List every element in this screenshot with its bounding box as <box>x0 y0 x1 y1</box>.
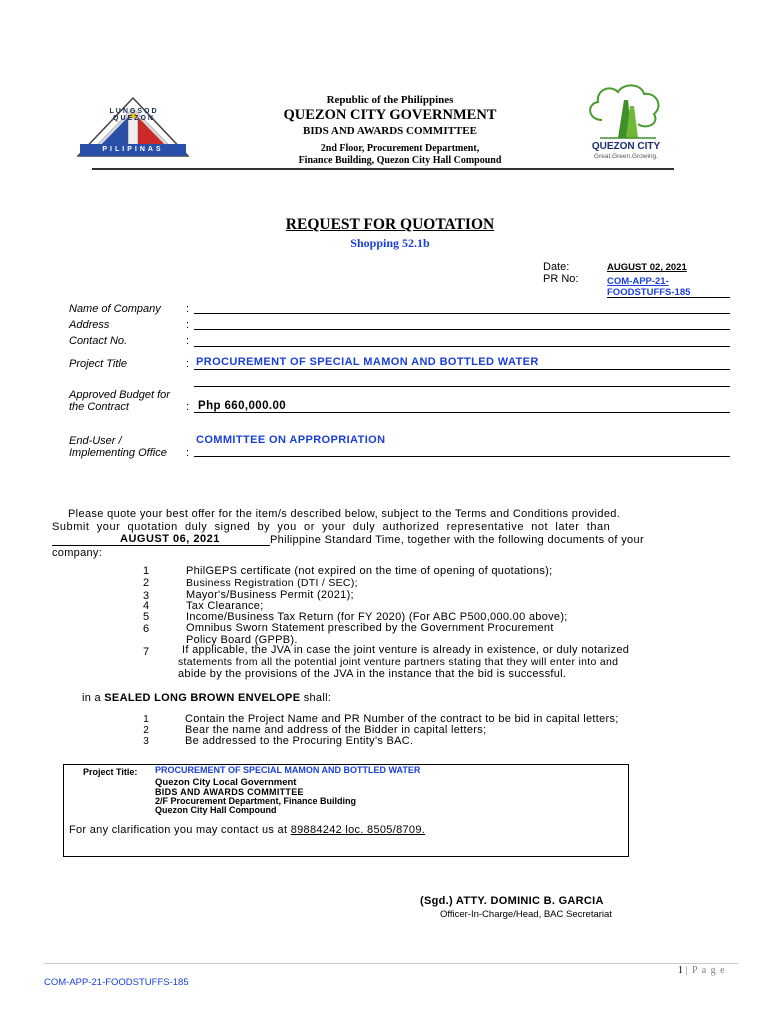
address-colon: : <box>186 319 190 331</box>
signature-position: Officer-In-Charge/Head, BAC Secretariat <box>440 909 612 920</box>
doc-num: 3 <box>142 590 150 602</box>
doc-num: 7 <box>142 646 150 658</box>
deadline-underline <box>52 545 270 546</box>
company-label: Name of Company <box>69 303 161 315</box>
instructions-line1: Please quote your best offer for the item/s described below, subject to the Terms and Conditions provided. <box>68 508 621 520</box>
contact-colon: : <box>186 335 190 347</box>
box-project-value: PROCUREMENT OF SPECIAL MAMON AND BOTTLED WATER <box>155 765 421 775</box>
envelope-intro-suffix: shall: <box>303 692 332 704</box>
company-colon: : <box>186 303 190 315</box>
doc-text: Policy Board (GPPB). <box>186 634 298 646</box>
envelope-intro-bold: SEALED LONG BROWN ENVELOPE <box>104 692 301 704</box>
budget-label-line2: the Contract <box>69 401 129 413</box>
pr-value-line2: FOODSTUFFS-185 <box>607 287 691 298</box>
doc-num: 5 <box>142 611 150 623</box>
company-field[interactable] <box>194 313 730 314</box>
instructions-line2: Submit your quotation duly signed by you or your duly authorized representative not later than <box>52 521 611 533</box>
box-project-label: Project Title: <box>83 767 138 777</box>
contact-label: Contact No. <box>69 335 128 347</box>
project-underline-2 <box>194 386 730 387</box>
footer-page-number <box>678 965 726 976</box>
instructions-line4: company: <box>52 547 103 559</box>
footer-divider <box>44 963 738 964</box>
envelope-intro <box>82 692 331 704</box>
box-contact-prefix: For any clarification you may contact us at <box>69 824 288 836</box>
qc-logo <box>580 80 672 162</box>
enduser-label-line1: End-User / <box>69 435 122 447</box>
budget-colon: : <box>186 401 190 413</box>
doc-text: Income/Business Tax Return (for FY 2020) (For ABC P500,000.00 above); <box>186 611 568 623</box>
envelope-num: 1 <box>143 714 149 725</box>
box-address-line3: 2/F Procurement Department, Finance Building <box>155 796 357 806</box>
header-address-line1: 2nd Floor, Procurement Department, <box>320 143 480 154</box>
box-contact <box>69 824 425 836</box>
logo-name: QUEZON CITY <box>591 141 661 152</box>
deadline-value: AUGUST 06, 2021 <box>120 533 220 545</box>
date-value: AUGUST 02, 2021 <box>607 262 687 273</box>
enduser-underline <box>194 456 730 457</box>
address-box <box>63 764 629 857</box>
box-contact-phone: 89884242 loc. 8505/8709. <box>290 824 426 836</box>
doc-text: Tax Clearance; <box>186 600 264 612</box>
doc-text: statements from all the potential joint venture partners stating that they will enter into and <box>178 656 619 668</box>
header-republic: Republic of the Philippines <box>326 94 454 106</box>
doc-num: 4 <box>142 600 150 612</box>
contact-field[interactable] <box>194 346 730 347</box>
address-field[interactable] <box>194 329 730 330</box>
enduser-colon: : <box>186 447 190 459</box>
box-address-line2: BIDS AND AWARDS COMMITTEE <box>155 787 304 797</box>
envelope-text: Be addressed to the Procuring Entity's BAC. <box>185 735 414 747</box>
header-divider <box>92 168 674 170</box>
page-subtitle: Shopping 52.1b <box>350 236 430 250</box>
doc-text: abide by the provisions of the JVA in the instance that the bid is successful. <box>178 668 567 680</box>
pr-value-line1: COM-APP-21- <box>607 276 669 287</box>
doc-num: 1 <box>142 565 150 577</box>
header-address-line2: Finance Building, Quezon City Hall Compound <box>298 155 502 166</box>
envelope-text: Contain the Project Name and PR Number of the contract to be bid in capital letters; <box>185 713 619 725</box>
instructions-line3: Philippine Standard Time, together with the following documents of your <box>270 534 644 546</box>
envelope-text: Bear the name and address of the Bidder in capital letters; <box>185 724 487 736</box>
doc-num: 6 <box>142 623 150 635</box>
doc-text: If applicable, the JVA in case the joint venture is already in existence, or duly notarized <box>182 644 630 656</box>
city-seal <box>74 94 192 160</box>
doc-num: 2 <box>142 577 150 589</box>
footer-doc-code: COM-APP-21-FOODSTUFFS-185 <box>44 977 189 988</box>
doc-text: Business Registration (DTI / SEC); <box>186 577 358 589</box>
tree-logo-icon <box>580 80 672 142</box>
doc-text: Mayor's/Business Permit (2021); <box>186 589 354 601</box>
pr-underline <box>607 297 730 298</box>
doc-text: PhilGEPS certificate (not expired on the time of opening of quotations); <box>186 565 553 577</box>
box-address-line4: Quezon City Hall Compound <box>155 805 277 815</box>
box-address-line1: Quezon City Local Government <box>155 777 297 788</box>
date-label: Date: <box>543 261 570 273</box>
budget-value: Php 660,000.00 <box>198 400 287 412</box>
pr-label: PR No: <box>543 273 579 285</box>
header-government: QUEZON CITY GOVERNMENT <box>283 107 497 123</box>
budget-label-line1: Approved Budget for <box>69 389 170 401</box>
page-word: | P a g e <box>685 965 726 976</box>
envelope-num: 3 <box>143 736 149 747</box>
seal-text-bottom: PILIPINAS <box>102 146 164 153</box>
project-underline-1 <box>194 369 730 370</box>
envelope-intro-prefix: in a <box>82 692 101 704</box>
logo-tagline: Great.Green.Growing. <box>594 153 658 160</box>
project-colon: : <box>186 358 190 370</box>
project-label: Project Title <box>69 358 127 370</box>
envelope-num: 2 <box>143 725 149 736</box>
header-committee: BIDS AND AWARDS COMMITTEE <box>303 125 477 137</box>
enduser-value: COMMITTEE ON APPROPRIATION <box>196 434 386 446</box>
signature-name: (Sgd.) ATTY. DOMINIC B. GARCIA <box>420 895 604 907</box>
address-label: Address <box>69 319 110 331</box>
enduser-label-line2: Implementing Office <box>69 447 167 459</box>
doc-text: Omnibus Sworn Statement prescribed by the Government Procurement <box>186 622 554 634</box>
page-title: REQUEST FOR QUOTATION <box>285 216 495 233</box>
project-value: PROCUREMENT OF SPECIAL MAMON AND BOTTLED WATER <box>196 356 539 368</box>
page-num: 1 <box>678 965 683 976</box>
seal-text-top: LUNGSOD QUEZON <box>109 108 159 122</box>
budget-underline <box>194 412 730 413</box>
